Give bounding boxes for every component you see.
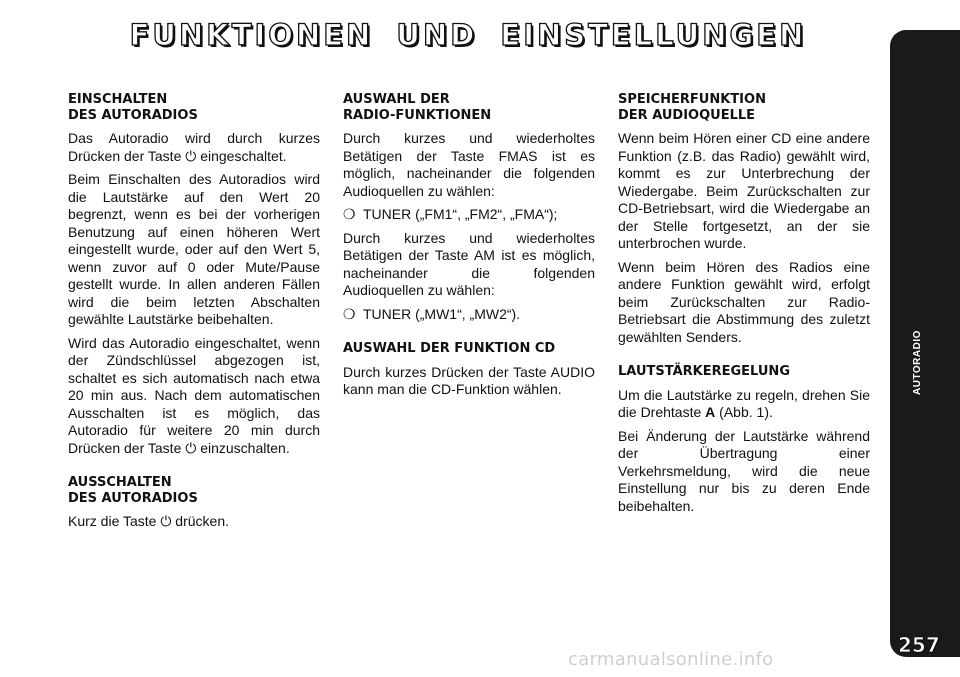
heading-einschalten: EINSCHALTEN DES AUTORADIOS (68, 92, 198, 123)
column-2 (343, 92, 595, 405)
paragraph: Durch kurzes Drücken der Taste AUDIO kann man die CD-Funktion wählen. (343, 363, 595, 397)
paragraph: Wenn beim Hören einer CD eine andere Funktion (z.B. das Radio) gewählt wird, kommt es zur Unterbrechung der Wiedergabe. Beim Zurückschalten zur CD-Betriebsart, wird die Wiedergabe an der Stelle fortgesetzt, an der sie unterbrochen wurde. (618, 130, 870, 251)
column-1 (68, 92, 320, 537)
paragraph: Das Autoradio wird durch kurzes Drücken der Taste ⏻ eingeschaltet. (68, 130, 320, 164)
paragraph: Durch kurzes und wiederholtes Betätigen der Taste FMAS ist es möglich, nacheinander die folgenden Audioquellen zu wählen: (343, 130, 595, 199)
text-part: (Abb. 1). (715, 404, 773, 420)
paragraph: Durch kurzes und wiederholtes Betätigen der Taste AM ist es möglich, nacheinander die folgenden Audioquellen zu wählen: (343, 229, 595, 298)
list-item (343, 306, 595, 324)
paragraph: Bei Änderung der Lautstärke während der Übertragung einer Verkehrsmeldung, wird die neue Einstellung nur bis zu deren Ende beibehalten. (618, 427, 870, 514)
heading-lautstaerke: LAUTSTÄRKEREGELUNG (618, 364, 790, 379)
chapter-label: AUTORADIO (912, 330, 923, 395)
heading-ausschalten: AUSSCHALTEN DES AUTORADIOS (68, 475, 198, 506)
page-title: FUNKTIONEN UND EINSTELLUNGEN (129, 18, 807, 52)
circle-bullet-icon: ❍ (343, 206, 356, 222)
paragraph: Wird das Autoradio eingeschaltet, wenn der Zündschlüssel abgezogen ist, schaltet es sich automatisch nach etwa 20 min aus. Nach dem automatischen Ausschalten ist es möglich, das Autoradio für weitere 20 min durch Drücken der Taste ⏻ einzuschalten. (68, 334, 320, 456)
heading-auswahl-radio: AUSWAHL DER RADIO-FUNKTIONEN (343, 92, 492, 123)
heading-speicherfunktion: SPEICHERFUNKTION DER AUDIOQUELLE (618, 92, 766, 123)
paragraph: Beim Einschalten des Autoradios wird die Lautstärke auf den Wert 20 begrenzt, wenn es bei der vorherigen Benutzung auf einen höheren Wert eingestellt wurde, oder auf den Wert 5, wenn zuvor auf 0 oder Mute/Pause gestellt wurde. In allen anderen Fällen wird die beim letzten Abschalten gewählte Lautstärke beibehalten. (68, 171, 320, 327)
page-number: 257 (898, 633, 940, 657)
list-item (343, 206, 595, 224)
chapter-tab (890, 30, 960, 657)
watermark: carmanualsonline.info (568, 649, 774, 670)
paragraph: Kurz die Taste ⏻ drücken. (68, 513, 230, 529)
text-part: Um die Lautstärke zu regeln, drehen Sie die Drehtaste (618, 386, 870, 420)
key-label: A (705, 404, 716, 420)
list-item-text: TUNER („FM1“, „FM2“, „FMA“); (363, 206, 558, 222)
circle-bullet-icon: ❍ (343, 305, 356, 322)
heading-auswahl-cd: AUSWAHL DER FUNKTION CD (343, 341, 556, 356)
paragraph: Wenn beim Hören des Radios eine andere Funktion gewählt wird, erfolgt beim Zurückschalten zur Radio-Betriebsart die Abstimmung des zuletzt gewählten Senders. (618, 258, 870, 345)
list-item-text: TUNER („MW1“, „MW2“). (363, 305, 521, 322)
paragraph (618, 387, 870, 422)
column-3 (618, 92, 870, 521)
